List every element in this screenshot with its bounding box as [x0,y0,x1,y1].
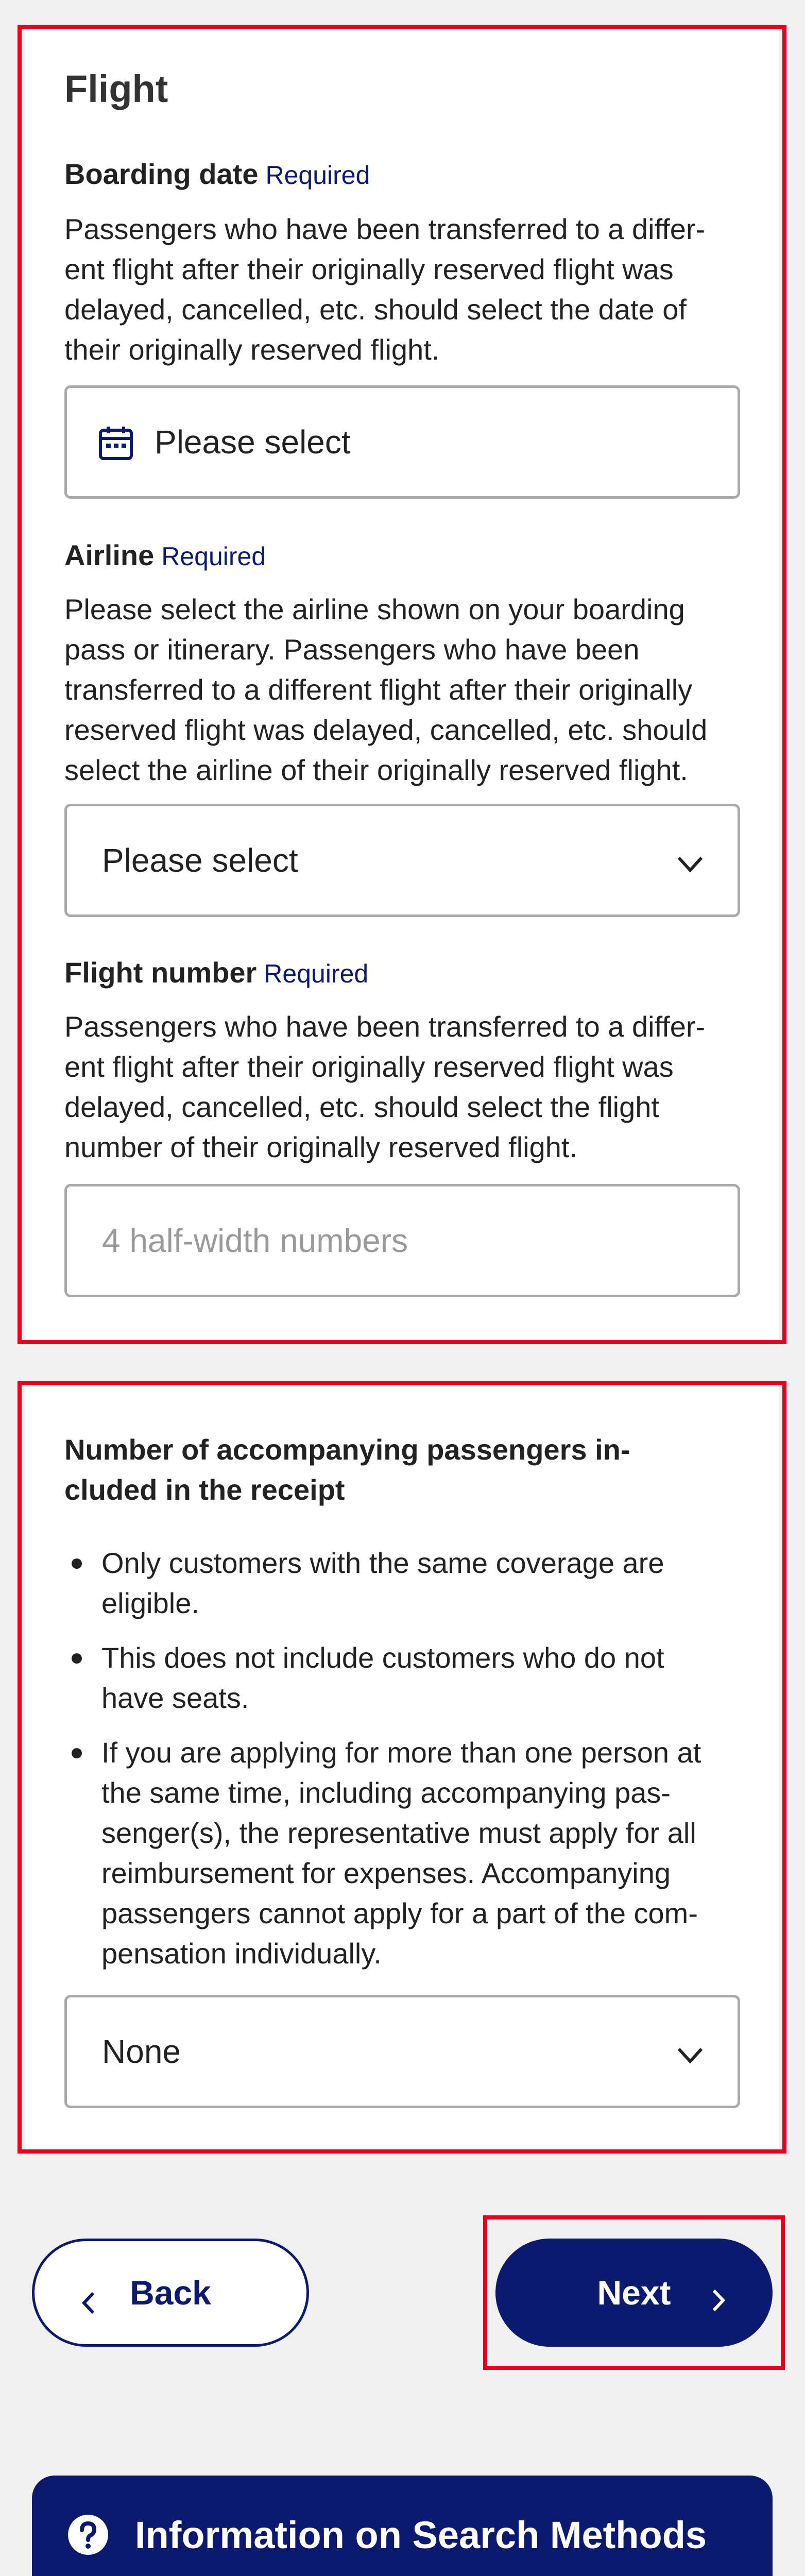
required-badge: Required [265,161,370,190]
desc-line: select the airline of their originally reserved flight. [64,754,688,786]
boarding-date-label-text: Boarding date [64,158,259,190]
boarding-date-label [64,157,370,191]
desc-line: delayed, cancelled, etc. should select the flight [64,1091,659,1123]
desc-line: Please select the airline shown on your boarding [64,593,685,625]
boarding-date-description [64,209,734,370]
flight-number-label [64,956,368,989]
chevron-down-icon [676,847,705,885]
list-item [64,1638,734,1718]
airline-description [64,589,734,790]
calendar-icon [98,425,134,469]
desc-line: their originally reserved flight. [64,333,440,366]
desc-line: delayed, cancelled, etc. should select the date of [64,293,687,326]
boarding-date-picker[interactable] [64,385,740,499]
boarding-date-value: Please select [155,423,351,461]
list-item [64,1543,734,1623]
flight-number-label-text: Flight number [64,956,257,989]
question-circle-icon [67,2514,109,2556]
flight-section-title: Flight [64,67,168,110]
list-item-line: have seats. [101,1682,249,1714]
label-line: cluded in the receipt [64,1473,345,1506]
airline-label [64,538,266,572]
required-badge: Required [264,959,369,988]
chevron-left-icon [81,2283,96,2323]
accompanying-select-value: None [102,2033,181,2070]
flight-number-description [64,1007,734,1167]
list-item-line: the same time, including accompanying pas- [101,1776,671,1809]
airline-select-value: Please select [102,842,298,879]
label-line: Number of accompanying passengers in- [64,1433,630,1466]
list-item-line: passengers cannot apply for a part of the com- [101,1897,698,1929]
list-item [64,1733,734,1974]
desc-line: transferred to a different flight after their originally [64,673,693,706]
desc-line: pass or itinerary. Passengers who have been [64,633,640,666]
accompanying-label [64,1430,734,1510]
desc-line: Passengers who have been transferred to a differ- [64,1010,706,1043]
accompanying-notes [64,1543,734,1988]
accompanying-select[interactable] [64,1995,740,2108]
chevron-down-icon [676,2038,705,2076]
list-item-line: Only customers with the same coverage are [101,1547,664,1579]
list-item-line: reimbursement for expenses. Accompanying [101,1857,671,1889]
desc-line: Passengers who have been transferred to a differ- [64,213,706,245]
list-item-line: If you are applying for more than one person at [101,1736,701,1769]
flight-number-input[interactable] [64,1184,740,1297]
list-item-line: This does not include customers who do not [101,1641,664,1674]
desc-line: reserved flight was delayed, cancelled, etc. should [64,714,708,746]
desc-line: ent flight after their originally reserved flight was [64,1050,674,1083]
back-button-label: Back [130,2274,211,2312]
chevron-right-icon [711,2281,726,2320]
list-item-line: eligible. [101,1587,199,1619]
list-item-line: senger(s), the representative must apply for all [101,1817,696,1849]
next-button[interactable] [495,2239,773,2347]
flight-number-placeholder: 4 half-width numbers [102,1222,408,1259]
desc-line: ent flight after their originally reserved flight was [64,253,674,285]
desc-line: number of their originally reserved flight. [64,1131,578,1163]
list-item-line: pensation individually. [101,1937,382,1970]
info-panel-header [32,2476,773,2576]
back-button[interactable] [32,2239,309,2347]
next-button-label: Next [597,2274,671,2312]
airline-label-text: Airline [64,539,155,571]
required-badge: Required [161,542,266,571]
info-panel-title: Information on Search Methods [135,2513,707,2556]
airline-select[interactable] [64,804,740,917]
